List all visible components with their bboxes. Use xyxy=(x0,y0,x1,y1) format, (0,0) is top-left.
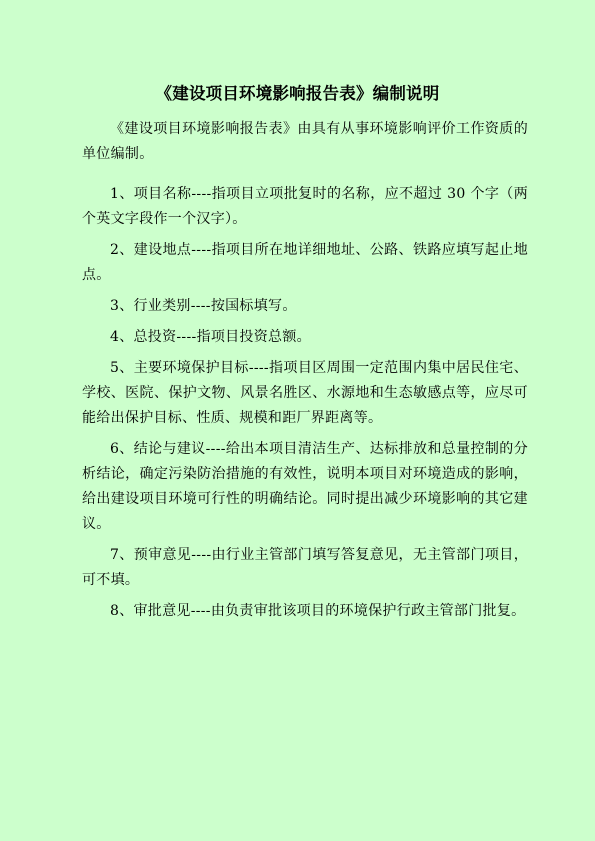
item-5: 5、主要环境保护目标----指项目区周围一定范围内集中居民住宅、学校、医院、保护文物、风景名胜区、水源地和生态敏感点等，应尽可能给出保护目标、性质、规模和距厂界距离等。 xyxy=(82,360,528,426)
item-4: 4、总投资----指项目投资总额。 xyxy=(110,329,311,345)
intro-paragraph: 《建设项目环境影响报告表》由具有从事环境影响评价工作资质的单位编制。 xyxy=(82,121,528,162)
item-2: 2、建设地点----指项目所在地详细地址、公路、铁路应填写起止地点。 xyxy=(82,242,528,283)
item-6: 6、结论与建议----给出本项目清洁生产、达标排放和总量控制的分析结论，确定污染防治措施的有效性，说明本项目对环境造成的影响，给出建设项目环境可行性的明确结论。同时提出减少环境影响的其它建议。 xyxy=(82,441,528,532)
document-body xyxy=(82,117,528,630)
document-title: 《建设项目环境影响报告表》编制说明 xyxy=(155,84,440,103)
item-3: 3、行业类别----按国标填写。 xyxy=(110,298,297,314)
item-1: 1、项目名称----指项目立项批复时的名称，应不超过 30 个字（两个英文字段作一个汉字）。 xyxy=(82,186,528,227)
item-7: 7、预审意见----由行业主管部门填写答复意见，无主管部门项目，可不填。 xyxy=(82,547,528,588)
item-8: 8、审批意见----由负责审批该项目的环境保护行政主管部门批复。 xyxy=(110,603,526,619)
